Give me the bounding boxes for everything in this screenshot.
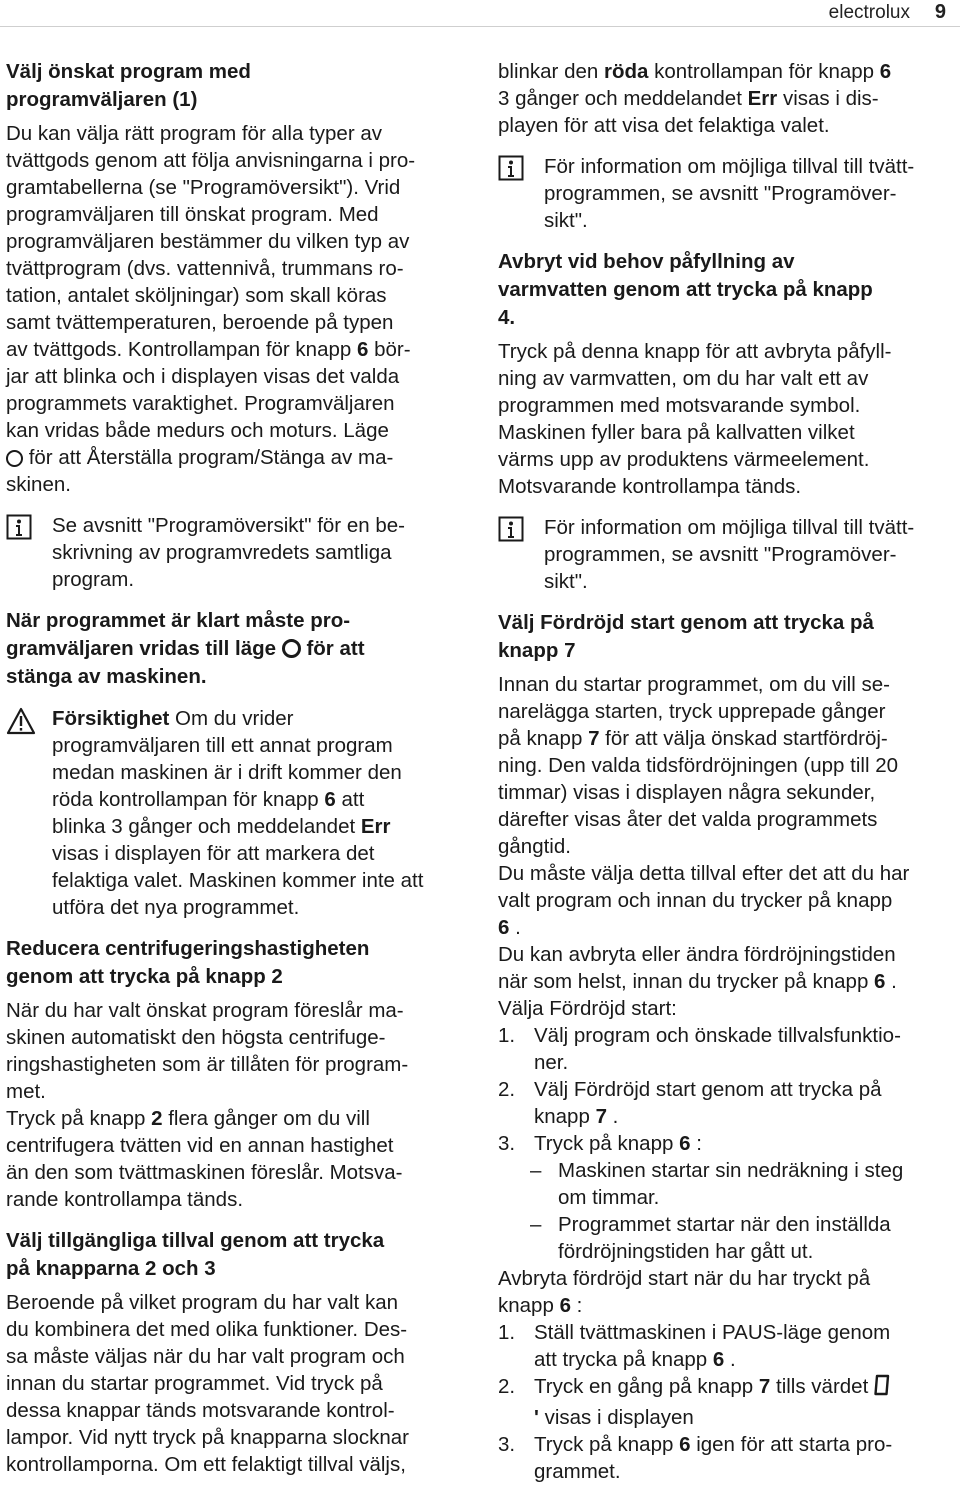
page-header — [0, 0, 960, 27]
warning-triangle-icon — [6, 707, 36, 742]
page-number: 9 — [934, 1, 946, 23]
heading-cancel-hot-water: Avbryt vid behov påfyllning av varmvatten genom att trycka på knapp 4. — [498, 250, 873, 329]
right-column — [498, 58, 956, 1485]
list-item: 2. Välj Fördröjd start genom att trycka på knapp 7 . — [498, 1078, 882, 1128]
info-icon — [498, 155, 524, 188]
paragraph-wrong-option: blinkar den röda kontrollampan för knapp 6 3 gånger och meddelandet Err visas i dis- playen för att visa det felaktiga valet. — [498, 60, 892, 137]
info-note-program-overview: Se avsnitt "Programöversikt" för en be- skrivning av programvredets samtliga program. — [6, 512, 468, 593]
paragraph-delay-start: Innan du startar programmet, om du vill se- narelägga starten, tryck upprepade gånger på knapp 7 för att välja önskad startfördröj- ning. Den valda tidsfördröjningen (upp till 20 timmar) visas i displayen några sekunder, därefter visas åter det valda programmets gångtid. Du måste välja detta tillval efter det att du har valt program och innan du trycker på knapp 6 . Du kan avbryta eller ändra fördröjningstiden när som helst, innan du trycker på knapp 6 . Välja Fördröjd start: — [498, 673, 910, 1020]
heading-select-options: Välj tillgängliga tillval genom att trycka på knapparna 2 och 3 — [6, 1229, 385, 1280]
list-item: – Maskinen startar sin nedräkning i steg om timmar. — [530, 1159, 904, 1209]
list-item: 3. Tryck på knapp 6 igen för att starta pro- grammet. — [498, 1433, 893, 1483]
info-note-options-2: För information om möjliga tillval till tvätt- programmen, se avsnitt "Programöver- sikt". — [498, 514, 956, 595]
paragraph-spin-speed: När du har valt önskat program föreslår ma- skinen automatiskt den högsta centrifuge- ringshastigheten som är tillåten för program- met. Tryck på knapp 2 flera gånger om du vill centrifugera tvätten vid en annan hastighet än den som tvättmaskinen föreslår. Motsva- rande kontrollampa tänds. — [6, 999, 409, 1211]
heading-reduce-spin-speed: Reducera centrifugeringshastigheten genom att trycka på knapp 2 — [6, 937, 370, 988]
paragraph-hot-water: Tryck på denna knapp för att avbryta påfyll- ning av varmvatten, om du har valt ett av programmen med motsvarande symbol. Maskinen fyller bara på kallvatten vilket värms upp av produktens värmeelement. Motsvarande kontrollampa tänds. — [498, 340, 892, 498]
info-icon — [6, 514, 32, 547]
paragraph-program-selection: Du kan välja rätt program för alla typer av tvättgods genom att följa anvisningarna i pro- gramtabellerna (se "Programöversikt"). Vrid programväljaren till önskat program. Med programväljaren bestämmer du vilken typ av tvättprogram (dvs. vattennivå, trummans ro- tation, antalet sköljningar) som skall köras samt tvättemperaturen, beroende på typen av tvättgods. Kontrollampan för knapp 6 bör- jar att blinka och i displayen visas det valda programmets varaktighet. Programväljaren kan vridas både medurs och moturs. Läge för att Återställa program/Stänga av ma- skinen. — [6, 122, 416, 496]
list-item: – Programmet startar när den inställda fördröjningstiden har gått ut. — [530, 1213, 891, 1263]
info-icon — [498, 516, 524, 549]
list-item: 3. Tryck på knapp 6 : — [498, 1132, 702, 1155]
list-item: 1. Välj program och önskade tillvalsfunktio- ner. — [498, 1024, 901, 1074]
off-position-icon — [282, 639, 301, 658]
info-note-options-1: För information om möjliga tillval till tvätt- programmen, se avsnitt "Programöver- sikt". — [498, 153, 956, 234]
paragraph-cancel-delay: Avbryta fördröjd start när du har tryckt på knapp 6 : — [498, 1267, 871, 1317]
left-column — [6, 58, 468, 1478]
heading-delay-start: Välj Fördröjd start genom att trycka på knapp 7 — [498, 611, 874, 662]
paragraph-options: Beroende på vilket program du har valt kan du kombinera det med olika funktioner. Des- sa måste väljas när du har valt program och innan du startar programmet. Vid tryck på dessa knappar tänds motsvarande kontrol- lampor. Vid nytt tryck på knapparna slocknar kontrollamporna. Om ett felaktigt tillval väljs, — [6, 1291, 409, 1476]
seven-segment-zero-icon — [874, 1373, 890, 1404]
off-position-icon — [6, 450, 23, 467]
heading-select-program: Välj önskat program med programväljaren (1) — [6, 60, 251, 111]
brand-name: electrolux — [828, 2, 910, 23]
list-item: 1. Ställ tvättmaskinen i PAUS-läge genom att trycka på knapp 6 . — [498, 1321, 891, 1371]
caution-note: Försiktighet Om du vrider programväljaren till ett annat program medan maskinen är i drift kommer den röda kontrollampan för knapp 6 att blinka 3 gånger och meddelandet Err visas i displayen för att markera det felaktiga valet. Maskinen kommer inte att utföra det nya programmet. — [6, 705, 468, 921]
list-item: 2. Tryck en gång på knapp 7 tills värdet ' visas i displayen — [498, 1373, 956, 1431]
heading-program-finished: När programmet är klart måste pro- gramväljaren vridas till läge för att stänga av maskinen. — [6, 609, 365, 688]
